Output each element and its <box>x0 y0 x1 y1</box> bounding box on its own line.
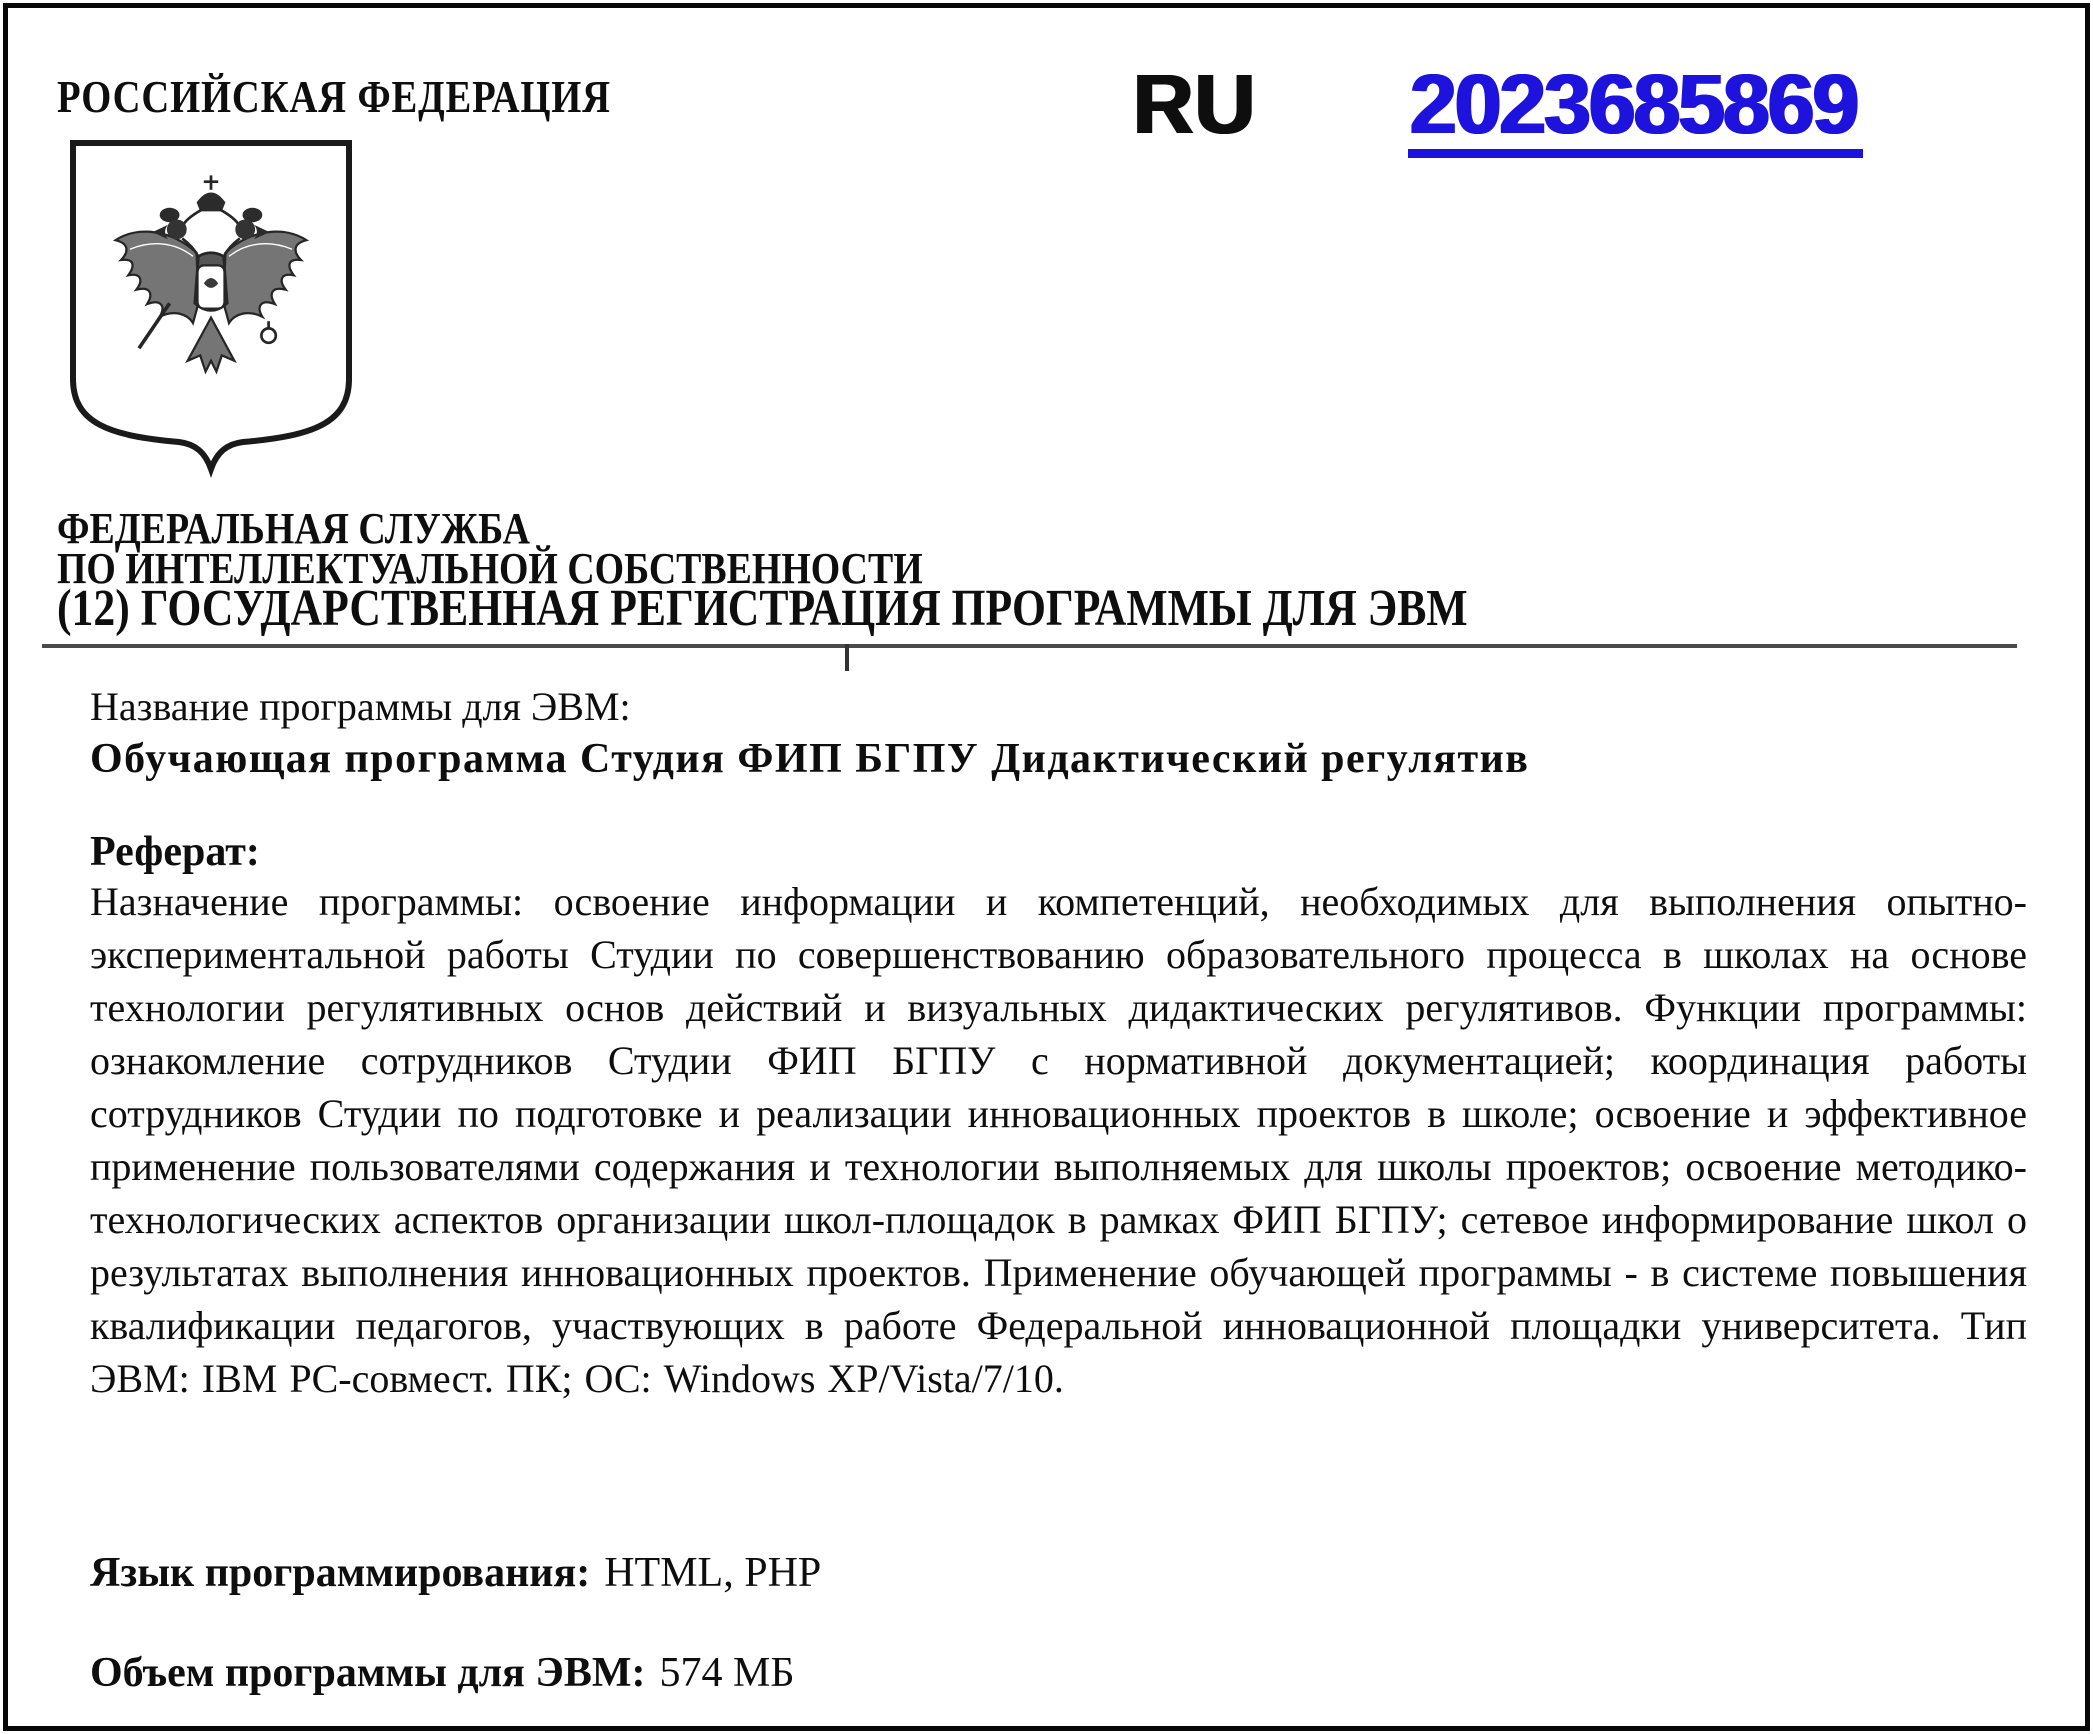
registration-number-link[interactable]: 2023685869 <box>1408 62 1863 158</box>
language-label: Язык программирования: <box>90 1550 591 1596</box>
agency-line2: ПО ИНТЕЛЛЕКТУАЛЬНОЙ СОБСТВЕННОСТИ <box>57 544 923 593</box>
size-row <box>90 1648 794 1698</box>
country-title: РОССИЙСКАЯ ФЕДЕРАЦИЯ <box>57 71 611 122</box>
size-value: 574 МБ <box>659 1650 795 1696</box>
program-name: Обучающая программа Студия ФИП БГПУ Дидактический регулятив <box>90 736 1530 782</box>
document-title: (12) ГОСУДАРСТВЕННАЯ РЕГИСТРАЦИЯ ПРОГРАММЫ ДЛЯ ЭВМ <box>57 580 1468 637</box>
separator-tick <box>845 644 849 671</box>
size-label: Объем программы для ЭВМ: <box>90 1650 646 1696</box>
separator-line <box>42 644 2017 648</box>
agency-name <box>57 504 923 593</box>
abstract-label: Реферат: <box>90 829 260 875</box>
abstract-text: Назначение программы: освоение информации и компетенций, необходимых для выполнения опытно-экспериментальной работы Студии по совершенствованию образовательного процесса в школах на основе технологии регулятивных основ действий и визуальных дидактических регулятивов. Функции программы: ознакомление сотрудников Студии ФИП БГПУ с нормативной документацией; координация работы сотрудников Студии по подготовке и реализации инновационных проектов в школе; освоение и эффективное применение пользователями содержания и технологии выполняемых для школы проектов; освоение методико-технологических аспектов организации школ-площадок в рамках ФИП БГПУ; сетевое информирование школ о результатах выполнения инновационных проектов. Применение обучающей программы - в системе повышения квалификации педагогов, участвующих в работе Федеральной инновационной площадки университета. Тип ЭВМ: IBM PC-совмест. ПК; ОС: Windows XP/Vista/7/10. <box>90 879 2027 1401</box>
program-name-label: Название программы для ЭВМ: <box>90 684 631 729</box>
russia-coat-of-arms-icon <box>67 137 355 482</box>
country-code: RU <box>1133 57 1257 151</box>
agency-line1: ФЕДЕРАЛЬНАЯ СЛУЖБА <box>57 504 530 553</box>
language-value: HTML, PHP <box>604 1550 822 1596</box>
language-row <box>90 1548 821 1598</box>
